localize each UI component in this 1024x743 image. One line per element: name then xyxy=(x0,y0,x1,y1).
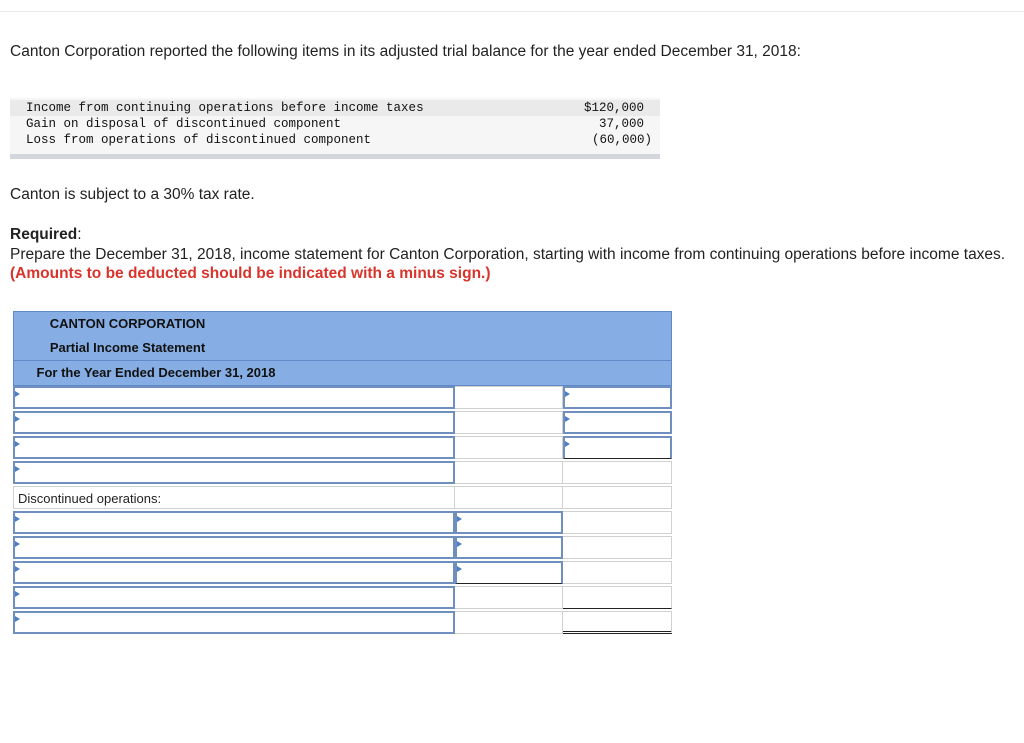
total-amount-input[interactable] xyxy=(563,436,672,459)
statement-row xyxy=(13,561,672,586)
total-amount-input[interactable] xyxy=(563,386,672,409)
line-item-select[interactable] xyxy=(13,586,455,609)
line-item-select[interactable] xyxy=(13,536,455,559)
amount-input[interactable] xyxy=(455,561,563,584)
trial-balance-amount: (60,000) xyxy=(591,133,652,147)
amount-cell-blank xyxy=(563,561,672,584)
amount-cell-blank xyxy=(563,536,672,559)
tax-rate-note: Canton is subject to a 30% tax rate. xyxy=(10,186,255,203)
amount-cell-blank xyxy=(455,486,563,509)
trial-balance-row xyxy=(10,116,660,132)
statement-row xyxy=(13,486,672,511)
line-item-select[interactable] xyxy=(13,436,455,459)
amount-cell-blank xyxy=(563,486,672,509)
top-divider xyxy=(0,11,1024,12)
amount-cell-blank xyxy=(455,411,563,434)
trial-balance-row xyxy=(10,100,660,116)
statement-row xyxy=(13,386,672,411)
statement-period: For the Year Ended December 31, 2018 xyxy=(36,365,276,380)
required-text: Prepare the December 31, 2018, income statement for Canton Corporation, starting with income from continuing operations before income taxes. xyxy=(10,246,1006,263)
trial-balance-row xyxy=(10,132,660,148)
amount-input[interactable] xyxy=(455,536,563,559)
amount-cell-blank xyxy=(563,611,672,634)
amount-cell-blank xyxy=(563,586,672,609)
statement-title-header xyxy=(13,336,672,361)
trial-balance-label: Gain on disposal of discontinued component xyxy=(26,117,342,131)
minus-sign-note: (Amounts to be deducted should be indicated with a minus sign.) xyxy=(10,265,491,282)
required-instructions xyxy=(10,245,1010,283)
statement-row xyxy=(13,461,672,486)
statement-row xyxy=(13,411,672,436)
trial-balance-label: Income from continuing operations before income taxes xyxy=(26,101,424,115)
line-item-select[interactable] xyxy=(13,461,455,484)
statement-title: Partial Income Statement xyxy=(49,340,206,355)
trial-balance-amount: $120,000 xyxy=(583,101,644,115)
amount-cell-blank xyxy=(455,436,563,459)
trial-balance-label: Loss from operations of discontinued component xyxy=(26,133,372,147)
amount-cell-blank xyxy=(563,511,672,534)
amount-cell-blank xyxy=(563,461,672,484)
statement-row xyxy=(13,586,672,611)
trial-balance-amount: 37,000 xyxy=(598,117,644,131)
required-label: Required xyxy=(10,226,78,243)
amount-cell-blank xyxy=(455,461,563,484)
line-item-select[interactable] xyxy=(13,611,455,634)
required-heading xyxy=(10,226,82,244)
statement-period-header xyxy=(13,361,672,386)
amount-cell-blank xyxy=(455,586,563,609)
amount-cell-blank xyxy=(455,386,563,409)
amount-cell-blank xyxy=(455,611,563,634)
line-item-select[interactable] xyxy=(13,386,455,409)
required-colon: : xyxy=(77,226,82,243)
total-amount-input[interactable] xyxy=(563,411,672,434)
line-item-select[interactable] xyxy=(13,561,455,584)
amount-input[interactable] xyxy=(455,511,563,534)
statement-row xyxy=(13,511,672,536)
discontinued-operations-label: Discontinued operations: xyxy=(13,486,455,509)
statement-row xyxy=(13,536,672,561)
statement-company-header xyxy=(13,311,672,337)
problem-intro: Canton Corporation reported the following items in its adjusted trial balance for the year ended December 31, 2018: xyxy=(10,43,801,60)
company-name: CANTON CORPORATION xyxy=(49,316,206,331)
line-item-select[interactable] xyxy=(13,511,455,534)
line-item-select[interactable] xyxy=(13,411,455,434)
trial-balance-table xyxy=(10,98,660,159)
statement-row xyxy=(13,436,672,461)
statement-row xyxy=(13,611,672,636)
